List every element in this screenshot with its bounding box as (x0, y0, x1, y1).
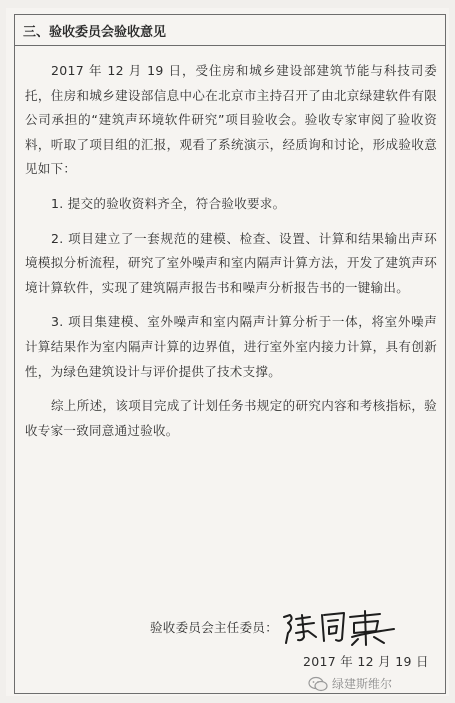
conclusion-paragraph: 综上所述，该项目完成了计划任务书规定的研究内容和考核指标，验收专家一致同意通过验收。 (25, 398, 437, 438)
opinion-item-2: 2. 项目建立了一套规范的建模、检查、设置、计算和结果输出声环境模拟分析流程，研究了室外噪声和室内隔声计算方法，开发了建筑声环境计算软件，实现了建筑隔声报告书和噪声分析报告书的一键输出。 (25, 230, 437, 295)
handwritten-signature (280, 607, 398, 647)
watermark (308, 675, 392, 692)
watermark-text: 绿建斯维尔 (332, 677, 393, 691)
signer-label: 验收委员会主任委员： (150, 620, 279, 635)
document-page (6, 8, 449, 696)
intro-paragraph: 2017 年 12 月 19 日，受住房和城乡建设部建筑节能与科技司委托，住房和城乡建设部信息中心在北京市主持召开了由北京绿建软件有限公司承担的“建筑声环境软件研究”项目验收会。验收专家审阅了验收资料，听取了项目组的汇报，观看了系统演示，经质询和讨论，形成验收意见如下： (25, 63, 437, 177)
section-title: 三、验收委员会验收意见 (15, 15, 445, 46)
opinion-item-3: 3. 项目集建模、室外噪声和室内隔声计算分析于一体，将室外噪声计算结果作为室内隔声计算的边界值，进行室外室内接力计算，具有创新性，为绿色建筑设计与评价提供了技术支撑。 (25, 314, 437, 379)
wechat-icon (308, 676, 328, 692)
opinion-section (14, 14, 446, 694)
opinion-body (25, 59, 437, 453)
signer-row (150, 610, 420, 644)
sign-date: 2017 年 12 月 19 日 (303, 654, 429, 669)
opinion-item-1: 1. 提交的验收资料齐全，符合验收要求。 (51, 195, 286, 211)
